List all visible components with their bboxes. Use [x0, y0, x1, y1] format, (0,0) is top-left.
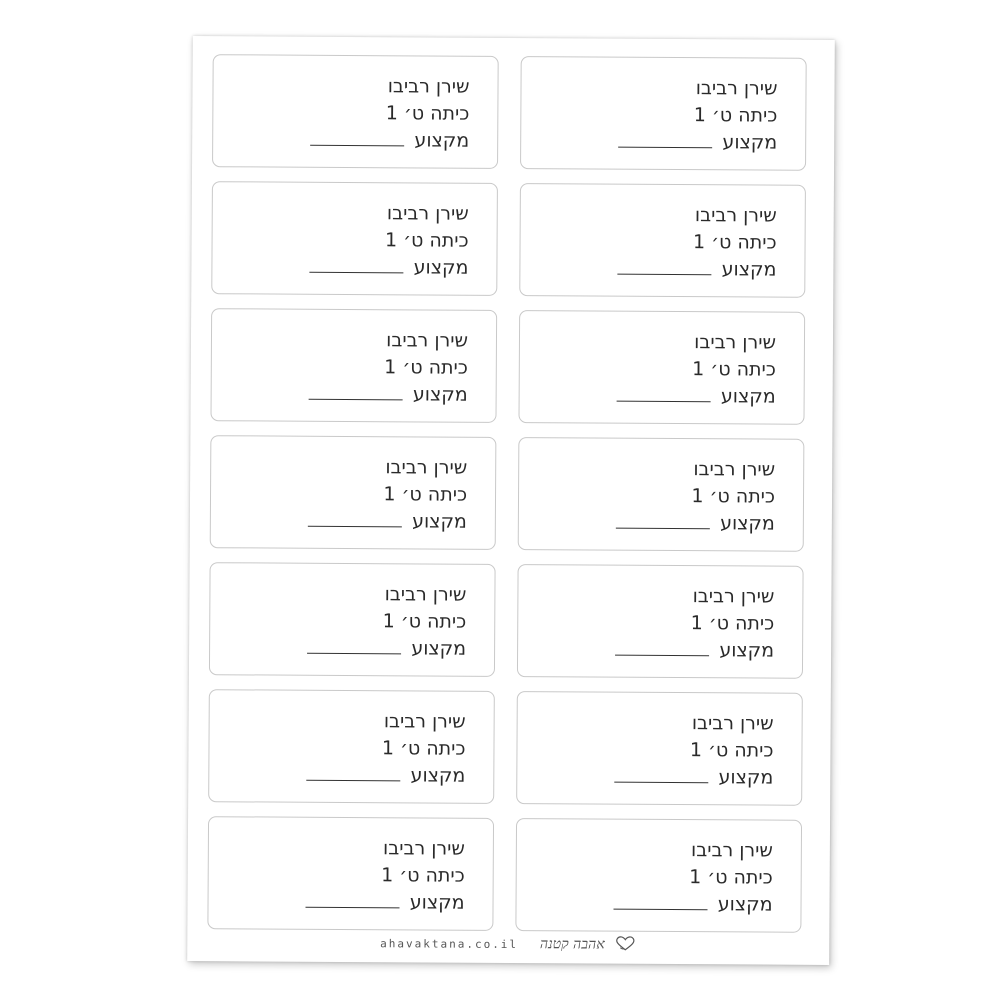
- label-text-block: [306, 835, 465, 917]
- subject-blank-line: [618, 129, 712, 149]
- subject-blank-line: [617, 383, 711, 403]
- heart-outline-icon: [614, 936, 636, 955]
- class-name: כיתה ט׳ 1: [382, 610, 467, 633]
- subject-label: מקצוע: [412, 383, 468, 406]
- subject-line: [618, 256, 777, 284]
- class-name: כיתה ט׳ 1: [693, 104, 778, 127]
- subject-label: מקצוע: [720, 385, 776, 408]
- label-text-block: [309, 327, 468, 409]
- subject-blank-line: [306, 889, 400, 909]
- subject-label: מקצוע: [722, 131, 778, 154]
- subject-label: מקצוע: [412, 510, 467, 533]
- name-label: [519, 183, 806, 298]
- subject-blank-line: [307, 762, 401, 782]
- subject-line: [614, 891, 773, 919]
- subject-label: מקצוע: [721, 258, 777, 281]
- class-name: כיתה ט׳ 1: [689, 866, 773, 889]
- student-name: שירן רביבו: [695, 77, 778, 100]
- subject-label: מקצוע: [409, 891, 465, 914]
- label-text-block: [310, 73, 469, 155]
- name-label: [516, 691, 803, 806]
- name-label: [212, 54, 499, 169]
- subject-line: [306, 889, 465, 917]
- label-text-block: [616, 456, 775, 538]
- subject-line: [309, 381, 468, 409]
- name-label: [209, 562, 496, 677]
- student-name: שירן רביבו: [691, 712, 774, 735]
- label-text-block: [614, 710, 773, 792]
- subject-line: [615, 637, 774, 665]
- class-name: כיתה ט׳ 1: [384, 229, 469, 252]
- student-name: שירן רביבו: [384, 583, 467, 606]
- name-label: [518, 437, 805, 552]
- student-name: שירן רביבו: [386, 329, 469, 352]
- student-name: שירן רביבו: [694, 331, 777, 354]
- subject-line: [310, 254, 469, 282]
- subject-label: מקצוע: [718, 766, 774, 789]
- subject-label: מקצוע: [413, 256, 469, 279]
- subject-line: [308, 508, 467, 536]
- subject-line: [617, 383, 776, 411]
- subject-label: מקצוע: [719, 639, 775, 662]
- name-label: [517, 564, 804, 679]
- label-text-block: [308, 454, 467, 536]
- student-name: שירן רביבו: [383, 837, 465, 860]
- name-label: [211, 181, 498, 296]
- student-name: שירן רביבו: [692, 585, 775, 608]
- footer-website: ahavaktana.co.il: [380, 937, 519, 952]
- label-text-block: [307, 581, 466, 663]
- class-name: כיתה ט׳ 1: [381, 737, 466, 760]
- class-name: כיתה ט׳ 1: [692, 358, 776, 381]
- subject-blank-line: [310, 254, 404, 274]
- sheet-footer: [187, 933, 829, 957]
- subject-blank-line: [615, 637, 709, 657]
- name-label: [515, 818, 802, 933]
- label-text-block: [618, 202, 777, 284]
- class-name: כיתה ט׳ 1: [384, 356, 468, 379]
- name-label: [518, 310, 805, 425]
- name-label: [210, 435, 497, 550]
- class-name: כיתה ט׳ 1: [385, 102, 470, 125]
- class-name: כיתה ט׳ 1: [690, 612, 775, 635]
- name-label: [208, 689, 495, 804]
- subject-line: [614, 764, 773, 792]
- subject-line: [307, 762, 466, 790]
- subject-label: מקצוע: [717, 893, 773, 916]
- subject-label: מקצוע: [414, 129, 470, 152]
- class-name: כיתה ט׳ 1: [383, 483, 468, 506]
- label-text-block: [310, 200, 469, 282]
- label-text-block: [617, 329, 776, 411]
- label-text-block: [614, 837, 773, 919]
- class-name: כיתה ט׳ 1: [689, 739, 774, 762]
- student-name: שירן רביבו: [387, 75, 470, 98]
- subject-line: [616, 510, 775, 538]
- label-text-block: [615, 583, 774, 665]
- label-text-block: [618, 75, 777, 157]
- class-name: כיתה ט׳ 1: [691, 485, 776, 508]
- student-name: שירן רביבו: [693, 458, 776, 481]
- subject-blank-line: [614, 891, 708, 911]
- student-name: שירן רביבו: [691, 839, 773, 862]
- footer-brand: אהבה קטנה: [539, 936, 605, 953]
- student-name: שירן רביבו: [385, 456, 468, 479]
- student-name: שירן רביבו: [383, 710, 466, 733]
- subject-label: מקצוע: [720, 512, 775, 535]
- label-sheet: [187, 36, 835, 965]
- subject-line: [618, 129, 777, 157]
- subject-label: מקצוע: [411, 637, 467, 660]
- student-name: שירן רביבו: [386, 202, 469, 225]
- subject-blank-line: [309, 381, 403, 401]
- subject-blank-line: [615, 764, 709, 784]
- name-label: [207, 816, 494, 931]
- name-label: [520, 56, 807, 171]
- subject-line: [310, 127, 469, 155]
- subject-label: מקצוע: [410, 764, 466, 787]
- subject-blank-line: [307, 635, 401, 655]
- subject-blank-line: [310, 127, 404, 147]
- label-text-block: [307, 708, 466, 790]
- subject-blank-line: [308, 508, 402, 528]
- class-name: כיתה ט׳ 1: [692, 231, 777, 254]
- class-name: כיתה ט׳ 1: [381, 864, 465, 887]
- subject-blank-line: [616, 510, 710, 530]
- subject-line: [307, 635, 466, 663]
- name-label: [210, 308, 497, 423]
- subject-blank-line: [618, 256, 712, 276]
- labels-grid: [193, 36, 835, 916]
- student-name: שירן רביבו: [694, 204, 777, 227]
